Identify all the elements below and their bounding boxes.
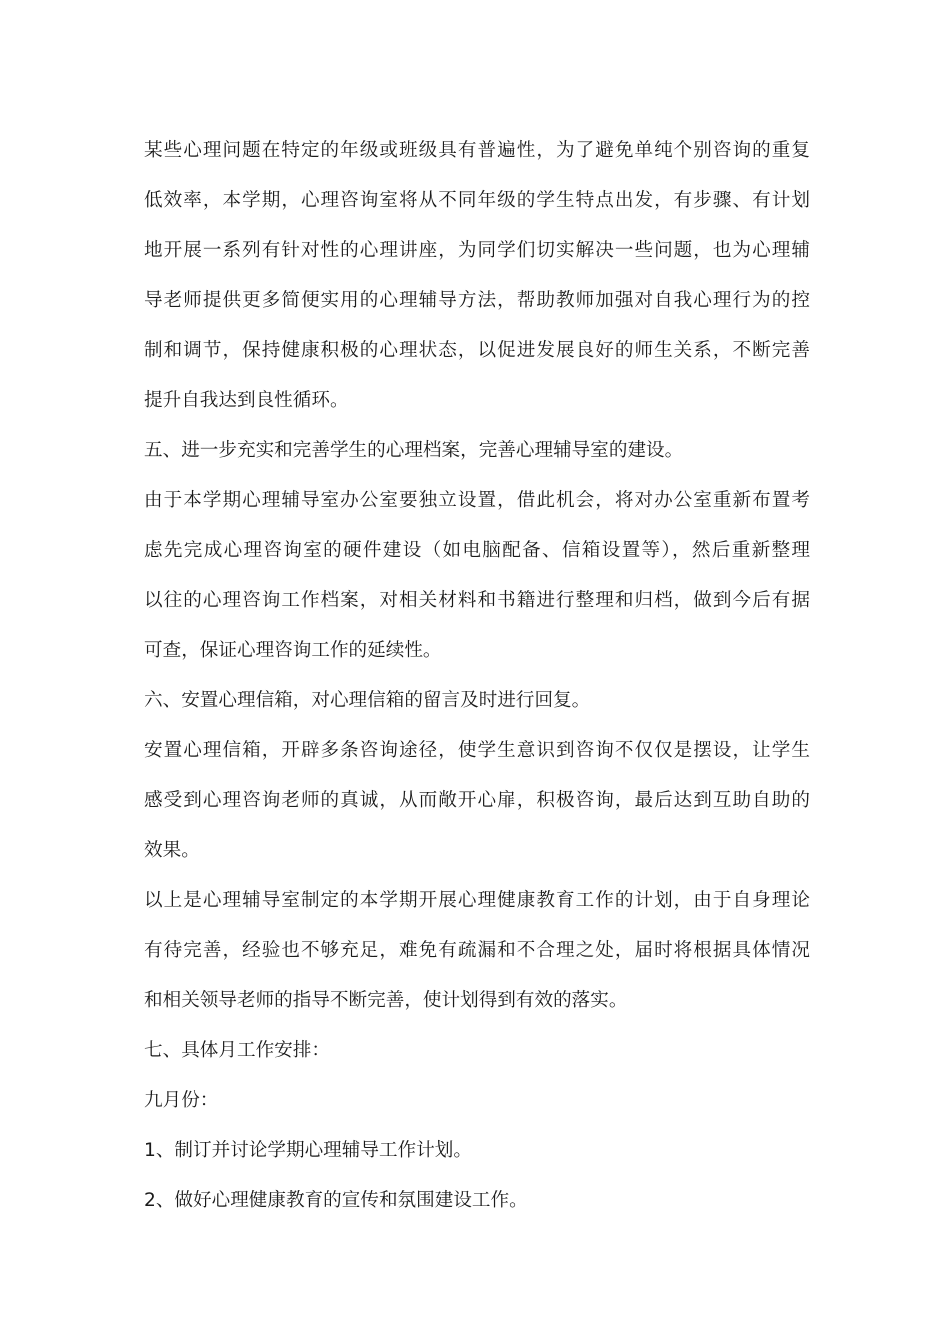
text-line: 低效率，本学期，心理咨询室将从不同年级的学生特点出发，有步骤、有计划 bbox=[144, 190, 810, 211]
text-line: 有待完善，经验也不够充足，难免有疏漏和不合理之处，届时将根据具体情况 bbox=[144, 940, 810, 961]
text-line: 安置心理信箱，开辟多条咨询途径，使学生意识到咨询不仅仅是摆设，让学生 bbox=[144, 740, 810, 761]
text-line: 以上是心理辅导室制定的本学期开展心理健康教育工作的计划，由于自身理论 bbox=[144, 890, 810, 911]
list-item: 2、做好心理健康教育的宣传和氛围建设工作。 bbox=[144, 1190, 528, 1211]
text-line: 导老师提供更多简便实用的心理辅导方法，帮助教师加强对自我心理行为的控 bbox=[144, 290, 810, 311]
document-body bbox=[144, 126, 810, 1226]
section-heading: 五、进一步充实和完善学生的心理档案，完善心理辅导室的建设。 bbox=[144, 440, 684, 461]
month-heading: 九月份： bbox=[144, 1090, 219, 1111]
text-line: 和相关领导老师的指导不断完善，使计划得到有效的落实。 bbox=[144, 990, 628, 1011]
section-heading: 六、安置心理信箱，对心理信箱的留言及时进行回复。 bbox=[144, 690, 591, 711]
text-line: 虑先完成心理咨询室的硬件建设（如电脑配备、信箱设置等），然后重新整理 bbox=[144, 540, 810, 561]
text-line: 由于本学期心理辅导室办公室要独立设置，借此机会，将对办公室重新布置考 bbox=[144, 490, 810, 511]
text-line: 地开展一系列有针对性的心理讲座，为同学们切实解决一些问题，也为心理辅 bbox=[144, 240, 810, 261]
section-heading: 七、具体月工作安排： bbox=[144, 1040, 330, 1061]
text-line: 效果。 bbox=[144, 840, 200, 861]
text-line: 制和调节，保持健康积极的心理状态，以促进发展良好的师生关系，不断完善 bbox=[144, 340, 810, 361]
text-line: 感受到心理咨询老师的真诚，从而敞开心扉，积极咨询，最后达到互助自助的 bbox=[144, 790, 810, 811]
text-line: 以往的心理咨询工作档案，对相关材料和书籍进行整理和归档，做到今后有据 bbox=[144, 590, 810, 611]
list-item: 1、制订并讨论学期心理辅导工作计划。 bbox=[144, 1140, 472, 1161]
text-line: 某些心理问题在特定的年级或班级具有普遍性，为了避免单纯个别咨询的重复 bbox=[144, 140, 810, 161]
text-line: 可查，保证心理咨询工作的延续性。 bbox=[144, 640, 442, 661]
text-line: 提升自我达到良性循环。 bbox=[144, 390, 349, 411]
